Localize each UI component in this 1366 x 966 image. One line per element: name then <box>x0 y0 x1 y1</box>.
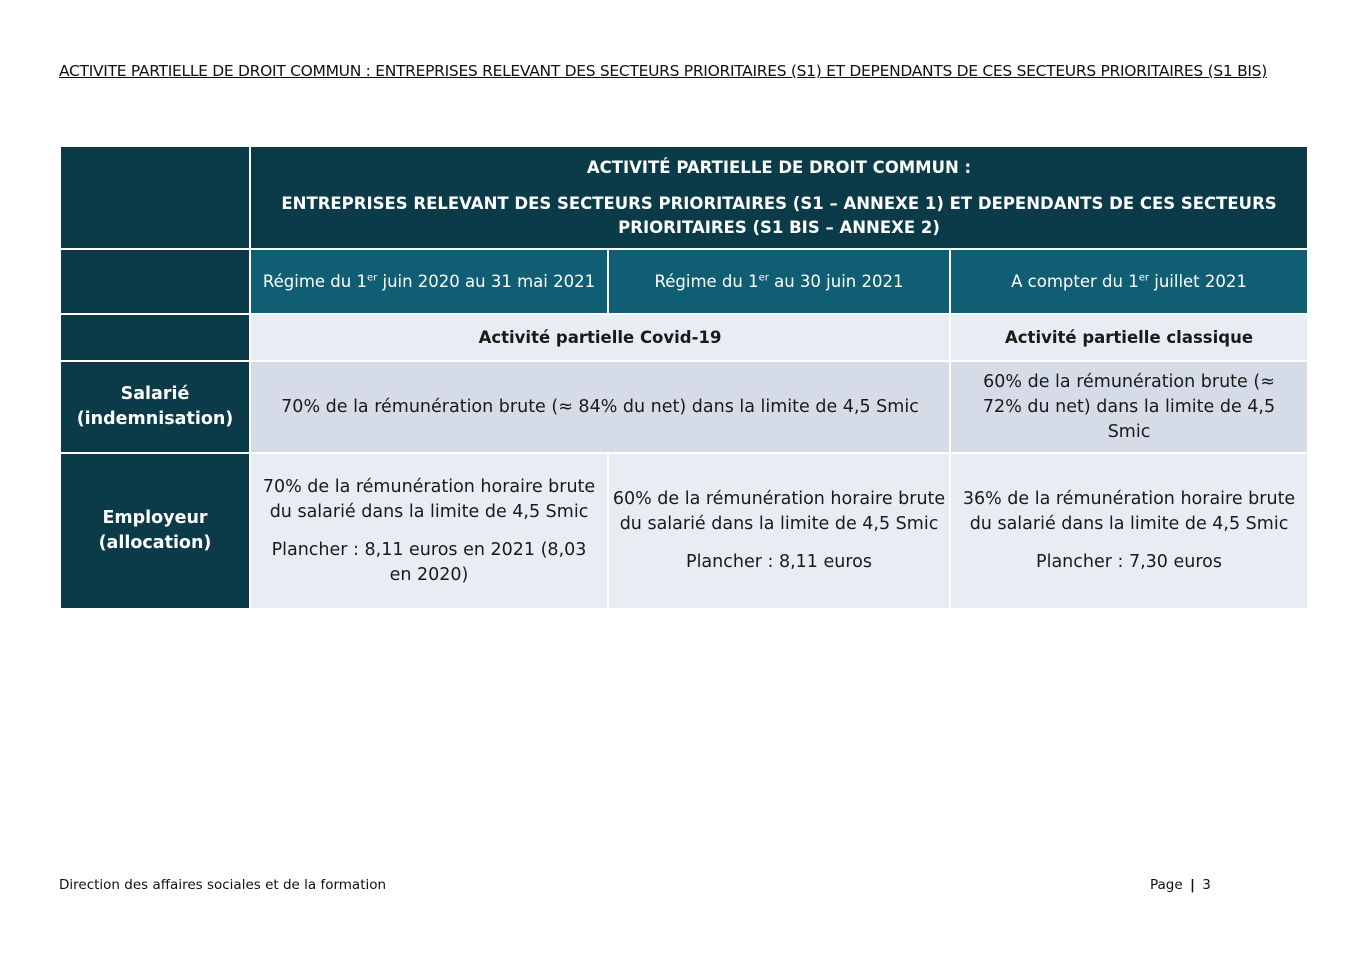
activite-partielle-table <box>59 145 1309 610</box>
employeur-cell-3: 36% de la rémunération horaire brute du salarié dans la limite de 4,5 Smic Plancher : 7,30 euros <box>950 453 1308 609</box>
salarie-classique-cell: 60% de la rémunération brute (≈ 72% du net) dans la limite de 4,5 Smic <box>950 361 1308 453</box>
period-row-label-cell <box>60 249 250 314</box>
employeur-cell-1: 70% de la rémunération horaire brute du salarié dans la limite de 4,5 Smic Plancher : 8,11 euros en 2021 (8,03 en 2020) <box>250 453 608 609</box>
corner-cell <box>60 146 250 249</box>
employeur-row <box>60 453 1308 609</box>
footer-page-number: Page | 3 <box>1150 877 1211 893</box>
employeur-cell-2: 60% de la rémunération horaire brute du salarié dans la limite de 4,5 Smic Plancher : 8,11 euros <box>608 453 950 609</box>
kind-covid: Activité partielle Covid-19 <box>250 314 950 361</box>
employeur-label: Employeur (allocation) <box>60 453 250 609</box>
period-header-2: Régime du 1er au 30 juin 2021 <box>608 249 950 314</box>
page-heading: ACTIVITE PARTIELLE DE DROIT COMMUN : ENTREPRISES RELEVANT DES SECTEURS PRIORITAIRES (S1) ET DEPENDANTS DE CES SECTEURS PRIORITAIRES (S1 BIS) <box>59 62 1267 80</box>
kind-row-label-cell <box>60 314 250 361</box>
table-main-header-row <box>60 146 1308 249</box>
period-row <box>60 249 1308 314</box>
salarie-covid-cell: 70% de la rémunération brute (≈ 84% du net) dans la limite de 4,5 Smic <box>250 361 950 453</box>
kind-classique: Activité partielle classique <box>950 314 1308 361</box>
salarie-row <box>60 361 1308 453</box>
period-header-3: A compter du 1er juillet 2021 <box>950 249 1308 314</box>
period-header-1: Régime du 1er juin 2020 au 31 mai 2021 <box>250 249 608 314</box>
table-main-header <box>250 146 1308 249</box>
table-header-subtitle: ENTREPRISES RELEVANT DES SECTEURS PRIORITAIRES (S1 – ANNEXE 1) ET DEPENDANTS DE CES SECTEURS PRIORITAIRES (S1 BIS – ANNEXE 2) <box>281 193 1277 237</box>
salarie-label: Salarié (indemnisation) <box>60 361 250 453</box>
table-header-title: ACTIVITÉ PARTIELLE DE DROIT COMMUN : <box>586 157 972 177</box>
kind-row <box>60 314 1308 361</box>
footer-organization: Direction des affaires sociales et de la formation <box>59 877 387 893</box>
